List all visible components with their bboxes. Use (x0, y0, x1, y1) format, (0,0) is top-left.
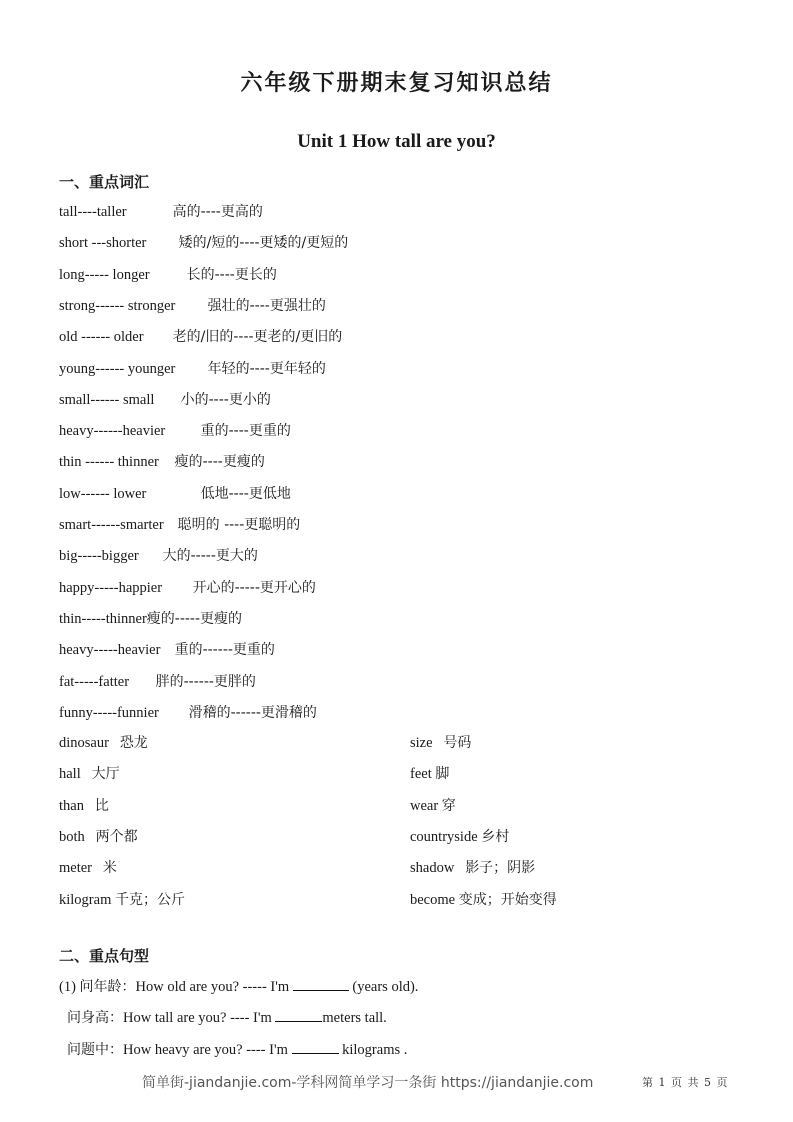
sentence-question: How heavy are you? ---- I'm (123, 1041, 292, 1058)
english-word: young------ younger (59, 360, 176, 377)
chinese-meaning: 千克；公斤 (114, 891, 185, 908)
english-word: meter (59, 860, 93, 877)
vocab-row (59, 639, 275, 659)
chinese-meaning: 长的----更长的 (186, 266, 277, 283)
sentence-number: (1) (59, 979, 80, 995)
sentence-suffix: (years old). (348, 979, 419, 995)
chinese-meaning: 矮的/短的----更矮的/更短的 (178, 235, 349, 252)
key-sentence (59, 976, 418, 996)
chinese-meaning: 乡村 (481, 828, 510, 845)
vocab-row (59, 358, 326, 378)
chinese-meaning: 高的----更高的 (172, 204, 263, 220)
english-word: than (59, 797, 84, 814)
chinese-meaning: 变成；开始变得 (458, 891, 557, 908)
english-word: both (59, 828, 85, 845)
chinese-meaning: 号码 (443, 735, 472, 751)
english-word: strong------ stronger (59, 297, 176, 314)
chinese-meaning: 年轻的----更年轻的 (207, 360, 326, 377)
chinese-meaning: 恐龙 (119, 735, 148, 751)
chinese-meaning: 低地----更低地 (200, 485, 291, 502)
vocab-row (59, 483, 291, 503)
sentence-question: How old are you? ----- I'm (135, 979, 293, 995)
english-word: heavy-----heavier (59, 642, 161, 659)
chinese-meaning: 大厅 (91, 766, 120, 783)
chinese-meaning: 滑稽的------更滑稽的 (188, 704, 317, 721)
vocab-row (59, 451, 265, 471)
english-word: feet (410, 766, 432, 783)
answer-blank (292, 1041, 339, 1054)
vocab-row (59, 671, 256, 691)
key-sentence (67, 1007, 387, 1027)
sentence-label: 问身高： (67, 1010, 123, 1027)
chinese-meaning: 影子；阴影 (465, 860, 536, 877)
footer-watermark: 简单街-jiandanjie.com-学科网简单学习一条街 https://jiandanjie.com (142, 1075, 594, 1091)
page-indicator: 第 1 页 共 5 页 (642, 1076, 729, 1089)
vocab-word-item (410, 826, 509, 846)
english-word: heavy------heavier (59, 423, 166, 440)
english-word: long----- longer (59, 266, 150, 283)
english-word: small------ small (59, 391, 155, 408)
document-title: 六年级下册期末复习知识总结 (240, 70, 553, 96)
answer-blank (275, 1009, 322, 1022)
chinese-meaning: 老的/旧的----更老的/更旧的 (172, 329, 343, 346)
english-word: shadow (410, 860, 455, 877)
english-word: become (410, 891, 456, 908)
sentence-question: How tall are you? ---- I'm (123, 1010, 276, 1027)
vocab-word-item (410, 732, 471, 752)
sentence-label: 问年龄： (79, 979, 136, 995)
english-word: dinosaur (59, 735, 109, 751)
vocab-word-item (410, 763, 449, 783)
english-word: smart------smarter (59, 517, 164, 533)
vocab-row (59, 232, 348, 252)
sentence-suffix: meters tall. (322, 1010, 387, 1027)
chinese-meaning: 小的----更小的 (180, 391, 271, 408)
sentence-label: 问题中： (67, 1041, 123, 1058)
vocab-row (59, 577, 316, 597)
vocab-word-item (59, 795, 109, 815)
english-word: happy-----happier (59, 579, 163, 596)
chinese-meaning: 瘦的----更瘦的 (174, 454, 265, 471)
english-word: fat-----fatter (59, 673, 130, 690)
vocab-word-item (59, 857, 117, 877)
key-sentence (67, 1039, 407, 1059)
section-heading-vocabulary: 一、重点词汇 (59, 173, 150, 191)
english-word: short ---shorter (59, 235, 147, 252)
chinese-meaning: 聪明的 ----更聪明的 (177, 517, 301, 533)
english-word: big-----bigger (59, 548, 139, 565)
vocab-row (59, 420, 291, 440)
vocab-row (59, 264, 277, 284)
section-heading-sentences: 二、重点句型 (59, 947, 150, 965)
english-word: tall----taller (59, 204, 127, 220)
vocab-word-item (59, 889, 185, 909)
vocab-row (59, 514, 300, 534)
vocab-row (59, 326, 342, 346)
english-word: kilogram (59, 891, 112, 908)
chinese-meaning: 重的----更重的 (200, 423, 291, 440)
english-word: low------ lower (59, 485, 147, 502)
chinese-meaning: 两个都 (95, 828, 138, 845)
english-word: hall (59, 766, 81, 783)
vocab-word-item (59, 826, 138, 846)
chinese-meaning: 比 (94, 797, 109, 814)
vocab-word-item (59, 732, 148, 752)
chinese-meaning: 开心的-----更开心的 (192, 579, 316, 596)
vocab-row (59, 608, 242, 628)
vocab-row (59, 702, 317, 722)
english-word: thin-----thinner (59, 610, 147, 627)
english-word: thin ------ thinner (59, 454, 159, 471)
chinese-meaning: 胖的------更胖的 (155, 673, 256, 690)
vocab-word-item (410, 795, 456, 815)
english-word: old ------ older (59, 329, 144, 346)
unit-title: Unit 1 How tall are you? (297, 131, 496, 152)
chinese-meaning: 大的-----更大的 (162, 548, 258, 565)
chinese-meaning: 瘦的-----更瘦的 (146, 610, 243, 627)
vocab-row (59, 295, 326, 315)
english-word: countryside (410, 828, 478, 845)
chinese-meaning: 强壮的----更强壮的 (207, 297, 326, 314)
chinese-meaning: 重的------更重的 (174, 642, 275, 659)
vocab-row (59, 389, 271, 409)
chinese-meaning: 穿 (441, 797, 456, 814)
sentence-suffix: kilograms . (338, 1041, 408, 1058)
english-word: wear (410, 797, 439, 814)
answer-blank (293, 978, 349, 991)
chinese-meaning: 米 (102, 860, 117, 877)
vocab-row (59, 545, 258, 565)
english-word: funny-----funnier (59, 704, 159, 721)
vocab-word-item (59, 763, 120, 783)
vocab-row (59, 201, 263, 221)
english-word: size (410, 735, 433, 751)
chinese-meaning: 脚 (435, 766, 450, 783)
vocab-word-item (410, 857, 535, 877)
vocab-word-item (410, 889, 557, 909)
